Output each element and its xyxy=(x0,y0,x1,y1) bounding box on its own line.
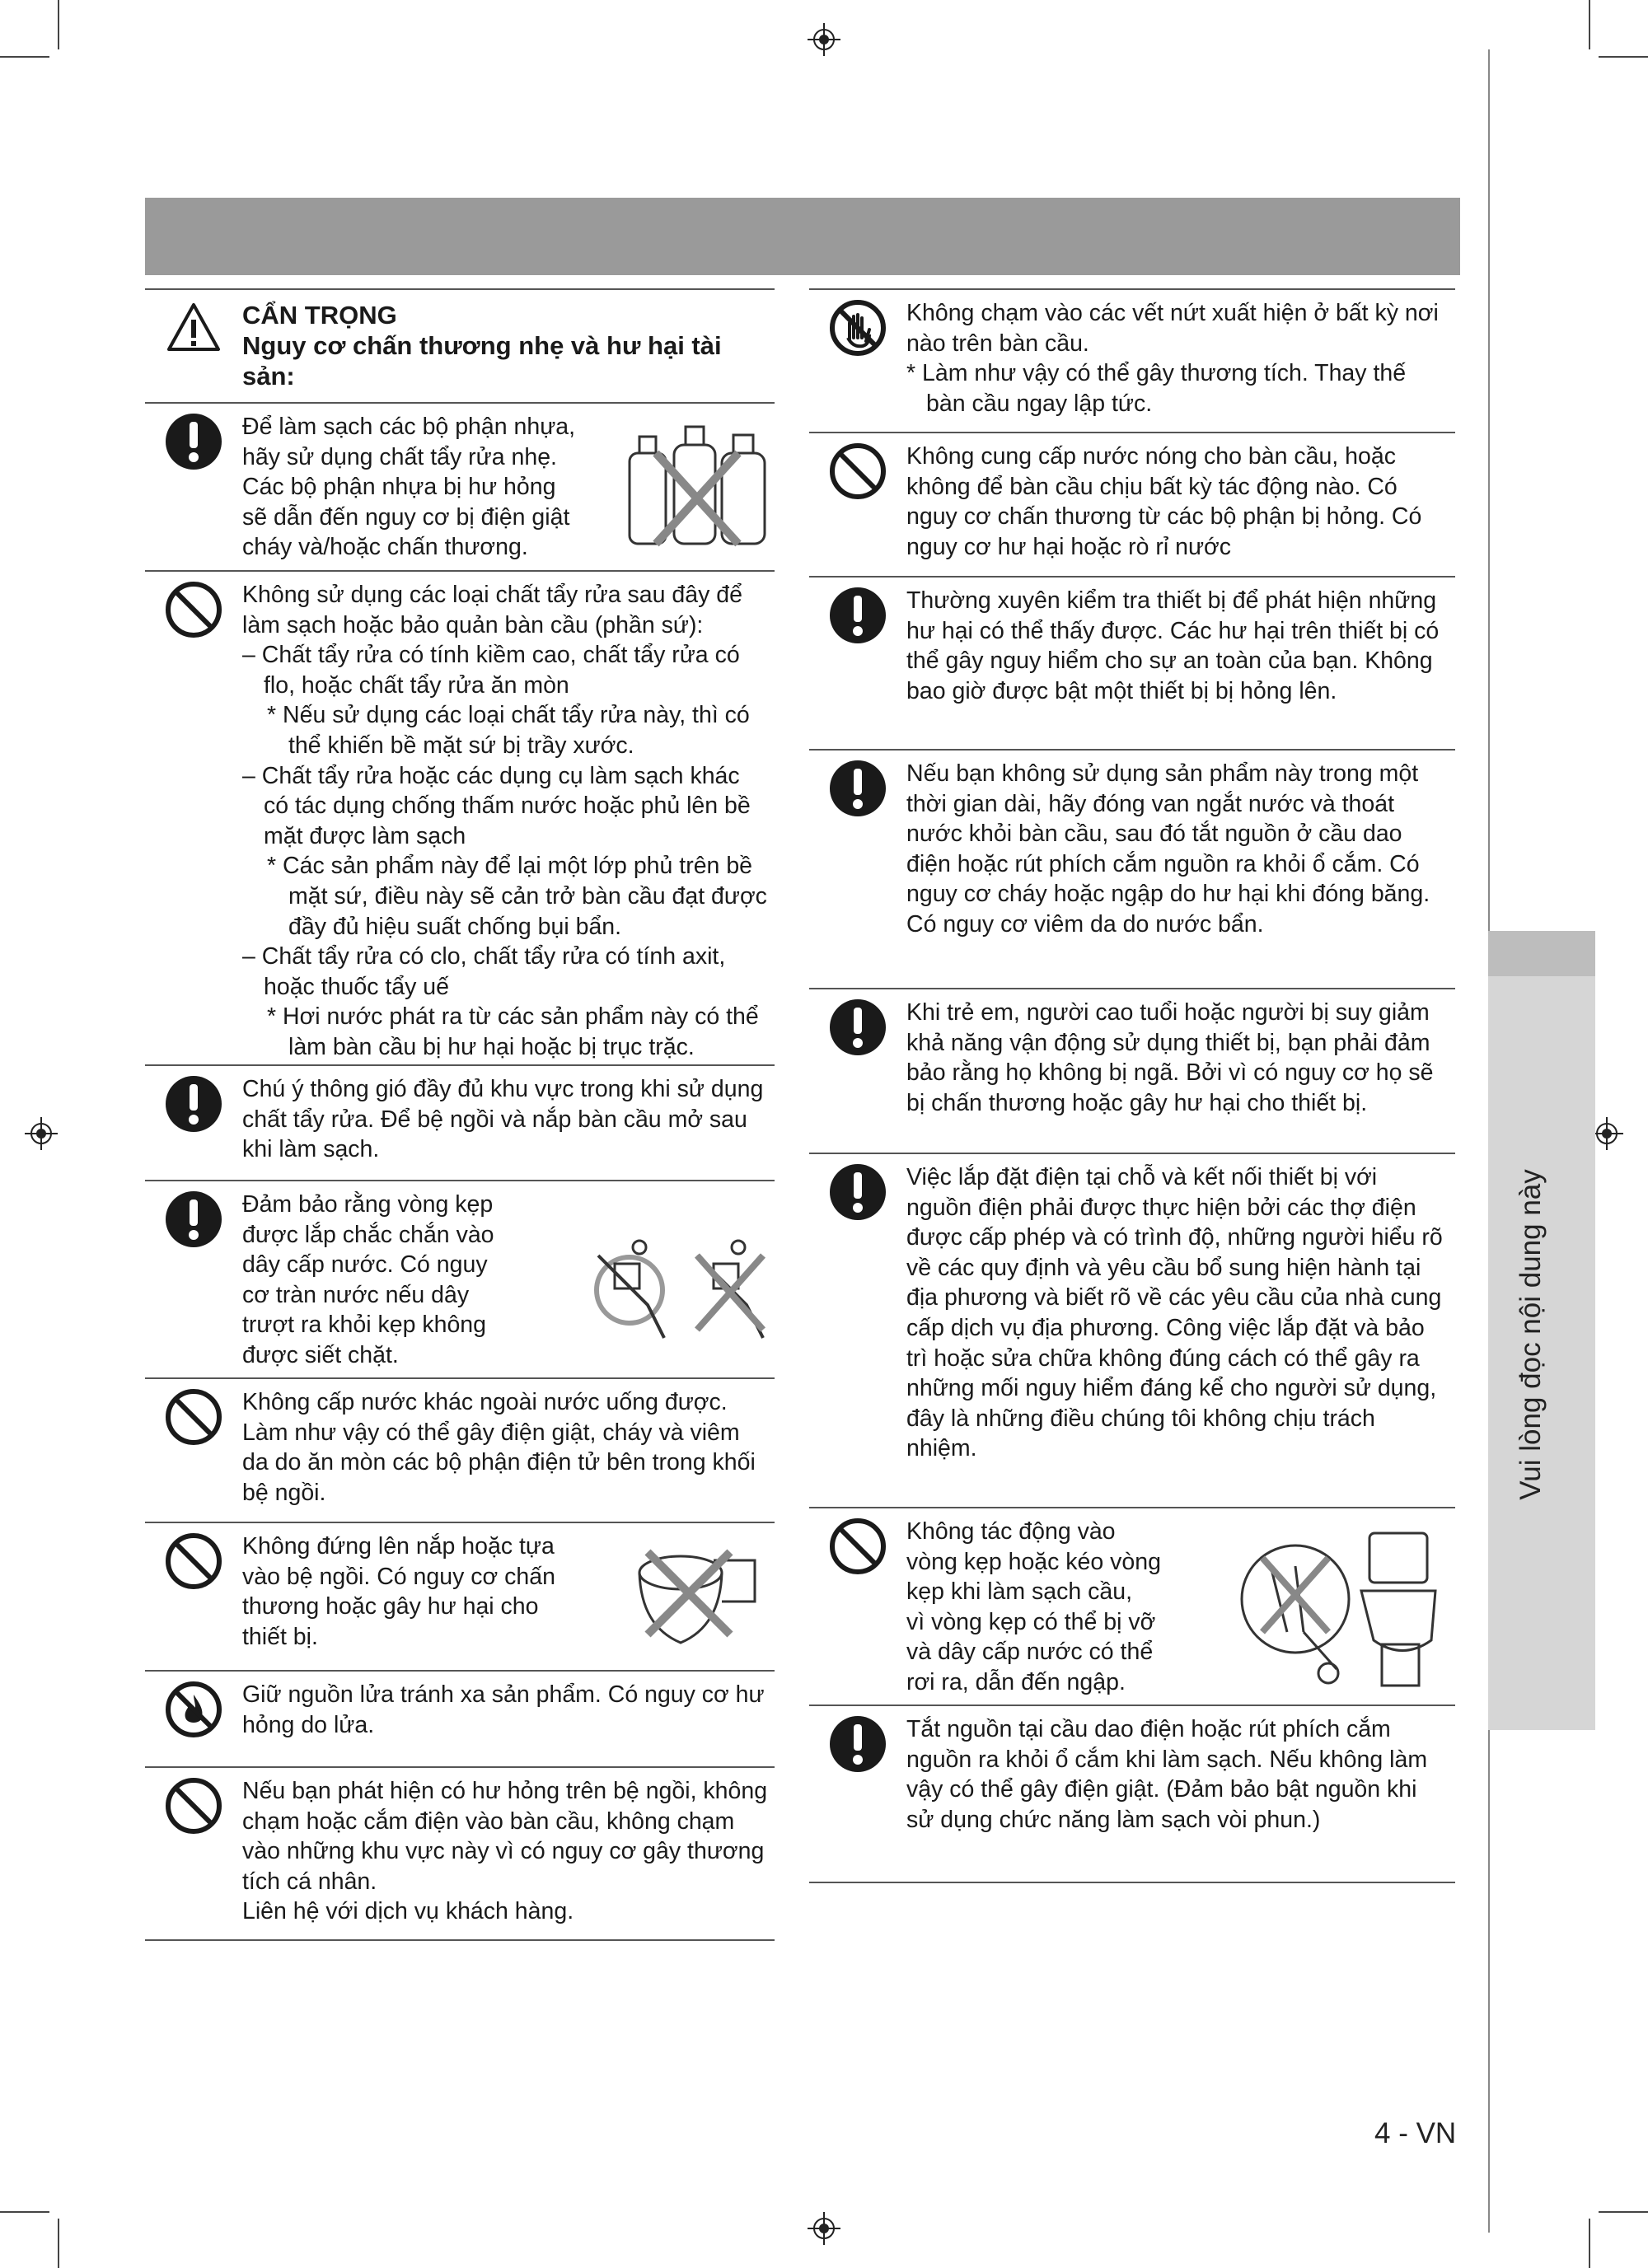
warning-item xyxy=(145,1672,775,1768)
warning-triangle-icon xyxy=(164,298,223,358)
caution-header xyxy=(145,288,775,404)
item-text-line: thương hoặc gây hư hại cho xyxy=(242,1593,539,1620)
crop-mark xyxy=(1589,0,1590,49)
item-text-line: Để làm sạch các bộ phận nhựa, xyxy=(242,414,576,440)
crop-mark xyxy=(58,0,59,49)
mandatory-icon xyxy=(164,1074,223,1134)
toilet-no-stand-illustration xyxy=(631,1536,771,1659)
item-text-line: * Làm như vậy có thể gây thương tích. Thay thế bàn cầu ngay lập tức. xyxy=(906,360,1407,417)
item-text-line: được lắp chắc chắn vào xyxy=(242,1221,494,1248)
hose-clamp-illustration xyxy=(590,1223,771,1346)
left-column xyxy=(145,288,775,1941)
item-text-line: Nếu bạn phát hiện có hư hỏng trên bệ ngồi, không chạm hoặc cắm điện vào bàn cầu, không chạm vào những khu vực này vì có nguy cơ gây thương tích cá nhân. xyxy=(242,1778,768,1895)
item-text-line: * Nếu sử dụng các loại chất tẩy rửa này, thì có thể khiến bề mặt sứ bị trầy xước. xyxy=(267,702,750,759)
warning-item xyxy=(145,1066,775,1181)
item-text-line: * Hơi nước phát ra từ các sản phẩm này có thể làm bàn cầu bị hư hại hoặc bị trục trặc. xyxy=(267,1003,759,1060)
header-bar xyxy=(145,198,1460,275)
registration-mark-icon xyxy=(808,23,840,56)
item-text-line: Không cấp nước khác ngoài nước uống được. Làm như vậy có thể gây điện giật, cháy và viêm da do ăn mòn các bộ phận điện tử bên trong khối bệ ngồi. xyxy=(242,1389,756,1506)
warning-item xyxy=(145,404,775,572)
item-text-line: sẽ dẫn đến nguy cơ bị điện giật xyxy=(242,503,570,531)
item-text-line: Giữ nguồn lửa tránh xa sản phẩm. Có nguy cơ hư hỏng do lửa. xyxy=(242,1681,765,1738)
mandatory-icon xyxy=(828,586,887,645)
side-tab-label: Vui lòng đọc nội dung này xyxy=(1515,1169,1547,1500)
registration-mark-icon xyxy=(25,1117,58,1150)
no-touch-icon xyxy=(828,298,887,358)
side-tab-header xyxy=(1488,931,1595,976)
item-text-line: cơ tràn nước nếu dây xyxy=(242,1281,470,1308)
no-fire-icon xyxy=(164,1680,223,1739)
warning-item xyxy=(145,1181,775,1379)
warning-item xyxy=(145,1379,775,1523)
item-text-line: Liên hệ với dịch vụ khách hàng. xyxy=(242,1898,574,1925)
crop-mark xyxy=(58,2219,59,2268)
crop-mark xyxy=(1599,2211,1648,2213)
warning-item xyxy=(809,989,1455,1154)
prohibited-icon xyxy=(164,1776,223,1835)
crop-mark xyxy=(0,56,49,58)
warning-item xyxy=(809,578,1455,751)
item-text-line: Không cung cấp nước nóng cho bàn cầu, hoặc không để bàn cầu chịu bất kỳ tác động nào. Có nguy cơ chấn thương từ các bộ phận bị hỏng. Có nguy cơ hư hại hoặc rò rỉ nước xyxy=(906,443,1422,560)
item-text-line: kẹp khi làm sạch cầu, xyxy=(906,1578,1133,1606)
item-text-line: thiết bị. xyxy=(242,1623,318,1650)
item-text-line: và dây cấp nước có thể xyxy=(906,1639,1154,1666)
page-number: 4 - VN xyxy=(1374,2117,1457,2149)
right-column xyxy=(809,288,1455,1883)
item-text-line: Thường xuyên kiểm tra thiết bị để phát hiện những hư hại có thể thấy được. Các hư hại trên thiết bị có thể gây nguy hiểm cho sự an toàn của bạn. Không bao giờ được bật một thiết bị bị hỏng lên. xyxy=(906,587,1440,704)
item-text-line: – Chất tẩy rửa hoặc các dụng cụ làm sạch khác có tác dụng chống thấm nước hoặc phủ lên bề mặt được làm sạch xyxy=(242,762,751,849)
mandatory-icon xyxy=(828,998,887,1057)
mandatory-icon xyxy=(828,759,887,818)
detergent-bottles-illustration xyxy=(623,420,771,552)
item-text-line: Việc lắp đặt điện tại chỗ và kết nối thiết bị với nguồn điện phải được thực hiện bởi các thợ điện được cấp phép và có trình độ, những người hiểu rõ về các quy định và yêu cầu bổ sung hiện hành tại địa phương và biết rõ về các yêu cầu của nhà cung cấp dịch vụ địa phương. Công việc lắp đặt và bảo trì hoặc sửa chữa không đúng cách có thể gây ra những mối nguy hiểm đáng kể cho người sử dụng, đây là những điều chúng tôi không chịu trách nhiệm. xyxy=(906,1164,1443,1462)
item-text-line: Không chạm vào các vết nứt xuất hiện ở bất kỳ nơi nào trên bàn cầu. xyxy=(906,300,1439,357)
item-text-line: Đảm bảo rằng vòng kẹp xyxy=(242,1191,494,1218)
warning-item xyxy=(809,1154,1455,1508)
item-text-line: hãy sử dụng chất tẩy rửa nhẹ. xyxy=(242,443,557,470)
item-text-line: Các bộ phận nhựa bị hư hỏng xyxy=(242,474,556,501)
mandatory-icon xyxy=(164,412,223,471)
mandatory-icon xyxy=(828,1162,887,1222)
mandatory-icon xyxy=(828,1714,887,1774)
item-text-line: dây cấp nước. Có nguy xyxy=(242,1251,488,1279)
warning-item xyxy=(809,1706,1455,1883)
crop-mark xyxy=(1589,2219,1590,2268)
caution-title: CẨN TRỌNG xyxy=(242,301,397,330)
item-text-line: rơi ra, dẫn đến ngập. xyxy=(906,1668,1126,1695)
item-text-line: vòng kẹp hoặc kéo vòng xyxy=(906,1548,1161,1575)
mandatory-icon xyxy=(164,1190,223,1249)
warning-item xyxy=(145,1768,775,1941)
item-text-line: cháy và/hoặc chấn thương. xyxy=(242,534,528,561)
toilet-clamp-illustration xyxy=(1238,1517,1444,1698)
item-text-line: Chú ý thông gió đầy đủ khu vực trong khi sử dụng chất tẩy rửa. Để bệ ngồi và nắp bàn cầu mở sau khi làm sạch. xyxy=(242,1076,764,1163)
crop-mark xyxy=(1599,56,1648,58)
warning-item xyxy=(145,1523,775,1672)
prohibited-icon xyxy=(164,580,223,639)
registration-mark-icon xyxy=(808,2212,840,2245)
warning-item xyxy=(809,433,1455,578)
item-text-line: – Chất tẩy rửa có tính kiềm cao, chất tẩy rửa có flo, hoặc chất tẩy rửa ăn mòn xyxy=(242,642,740,699)
warning-item xyxy=(145,572,775,1066)
item-text-line: – Chất tẩy rửa có clo, chất tẩy rửa có tính axit, hoặc thuốc tẩy uế xyxy=(242,943,726,1000)
item-text-line: vào bệ ngồi. Có nguy cơ chấn xyxy=(242,1563,555,1590)
item-text-line: trượt ra khỏi kẹp không xyxy=(242,1312,486,1339)
caution-subtitle: Nguy cơ chấn thương nhẹ và hư hại tài sản: xyxy=(242,331,722,390)
item-text-line: vì vòng kẹp có thể bị vỡ xyxy=(906,1608,1156,1635)
item-text-line: Khi trẻ em, người cao tuổi hoặc người bị suy giảm khả năng vận động sử dụng thiết bị, bạn phải đảm bảo rằng họ không bị ngã. Bởi vì có nguy cơ họ sẽ bị chấn thương hoặc gây hư hại cho thiết bị. xyxy=(906,999,1434,1116)
warning-item xyxy=(809,1508,1455,1706)
prohibited-icon xyxy=(164,1531,223,1591)
item-text-line: được siết chặt. xyxy=(242,1341,399,1368)
warning-item xyxy=(809,288,1455,433)
item-text-line: Tắt nguồn tại cầu dao điện hoặc rút phích cắm nguồn ra khỏi ổ cắm khi làm sạch. Nếu không làm vậy có thể gây điện giật. (Đảm bảo bật nguồn khi sử dụng chức năng làm sạch vòi phun.) xyxy=(906,1716,1428,1833)
warning-item xyxy=(809,751,1455,989)
item-text-line: Không tác động vào xyxy=(906,1518,1116,1545)
item-text-line: * Các sản phẩm này để lại một lớp phủ trên bề mặt sứ, điều này sẽ cản trở bàn cầu đạt được đầy đủ hiệu suất chống bụi bẩn. xyxy=(267,853,767,940)
item-text-line: Nếu bạn không sử dụng sản phẩm này trong một thời gian dài, hãy đóng van ngắt nước và thoát nước khỏi bàn cầu, sau đó tắt nguồn ở cầu dao điện hoặc rút phích cắm nguồn ra khỏi ổ cắm. Có nguy cơ cháy hoặc ngập do hư hại khi đóng băng. Có nguy cơ viêm da do nước bẩn. xyxy=(906,760,1430,938)
crop-mark xyxy=(0,2211,49,2213)
prohibited-icon xyxy=(828,442,887,501)
prohibited-icon xyxy=(828,1517,887,1576)
registration-mark-icon xyxy=(1590,1117,1623,1150)
prohibited-icon xyxy=(164,1387,223,1447)
item-text-line: Không đứng lên nắp hoặc tựa xyxy=(242,1533,555,1560)
item-text-line: Không sử dụng các loại chất tẩy rửa sau đây để làm sạch hoặc bảo quản bàn cầu (phần sứ): xyxy=(242,582,742,638)
